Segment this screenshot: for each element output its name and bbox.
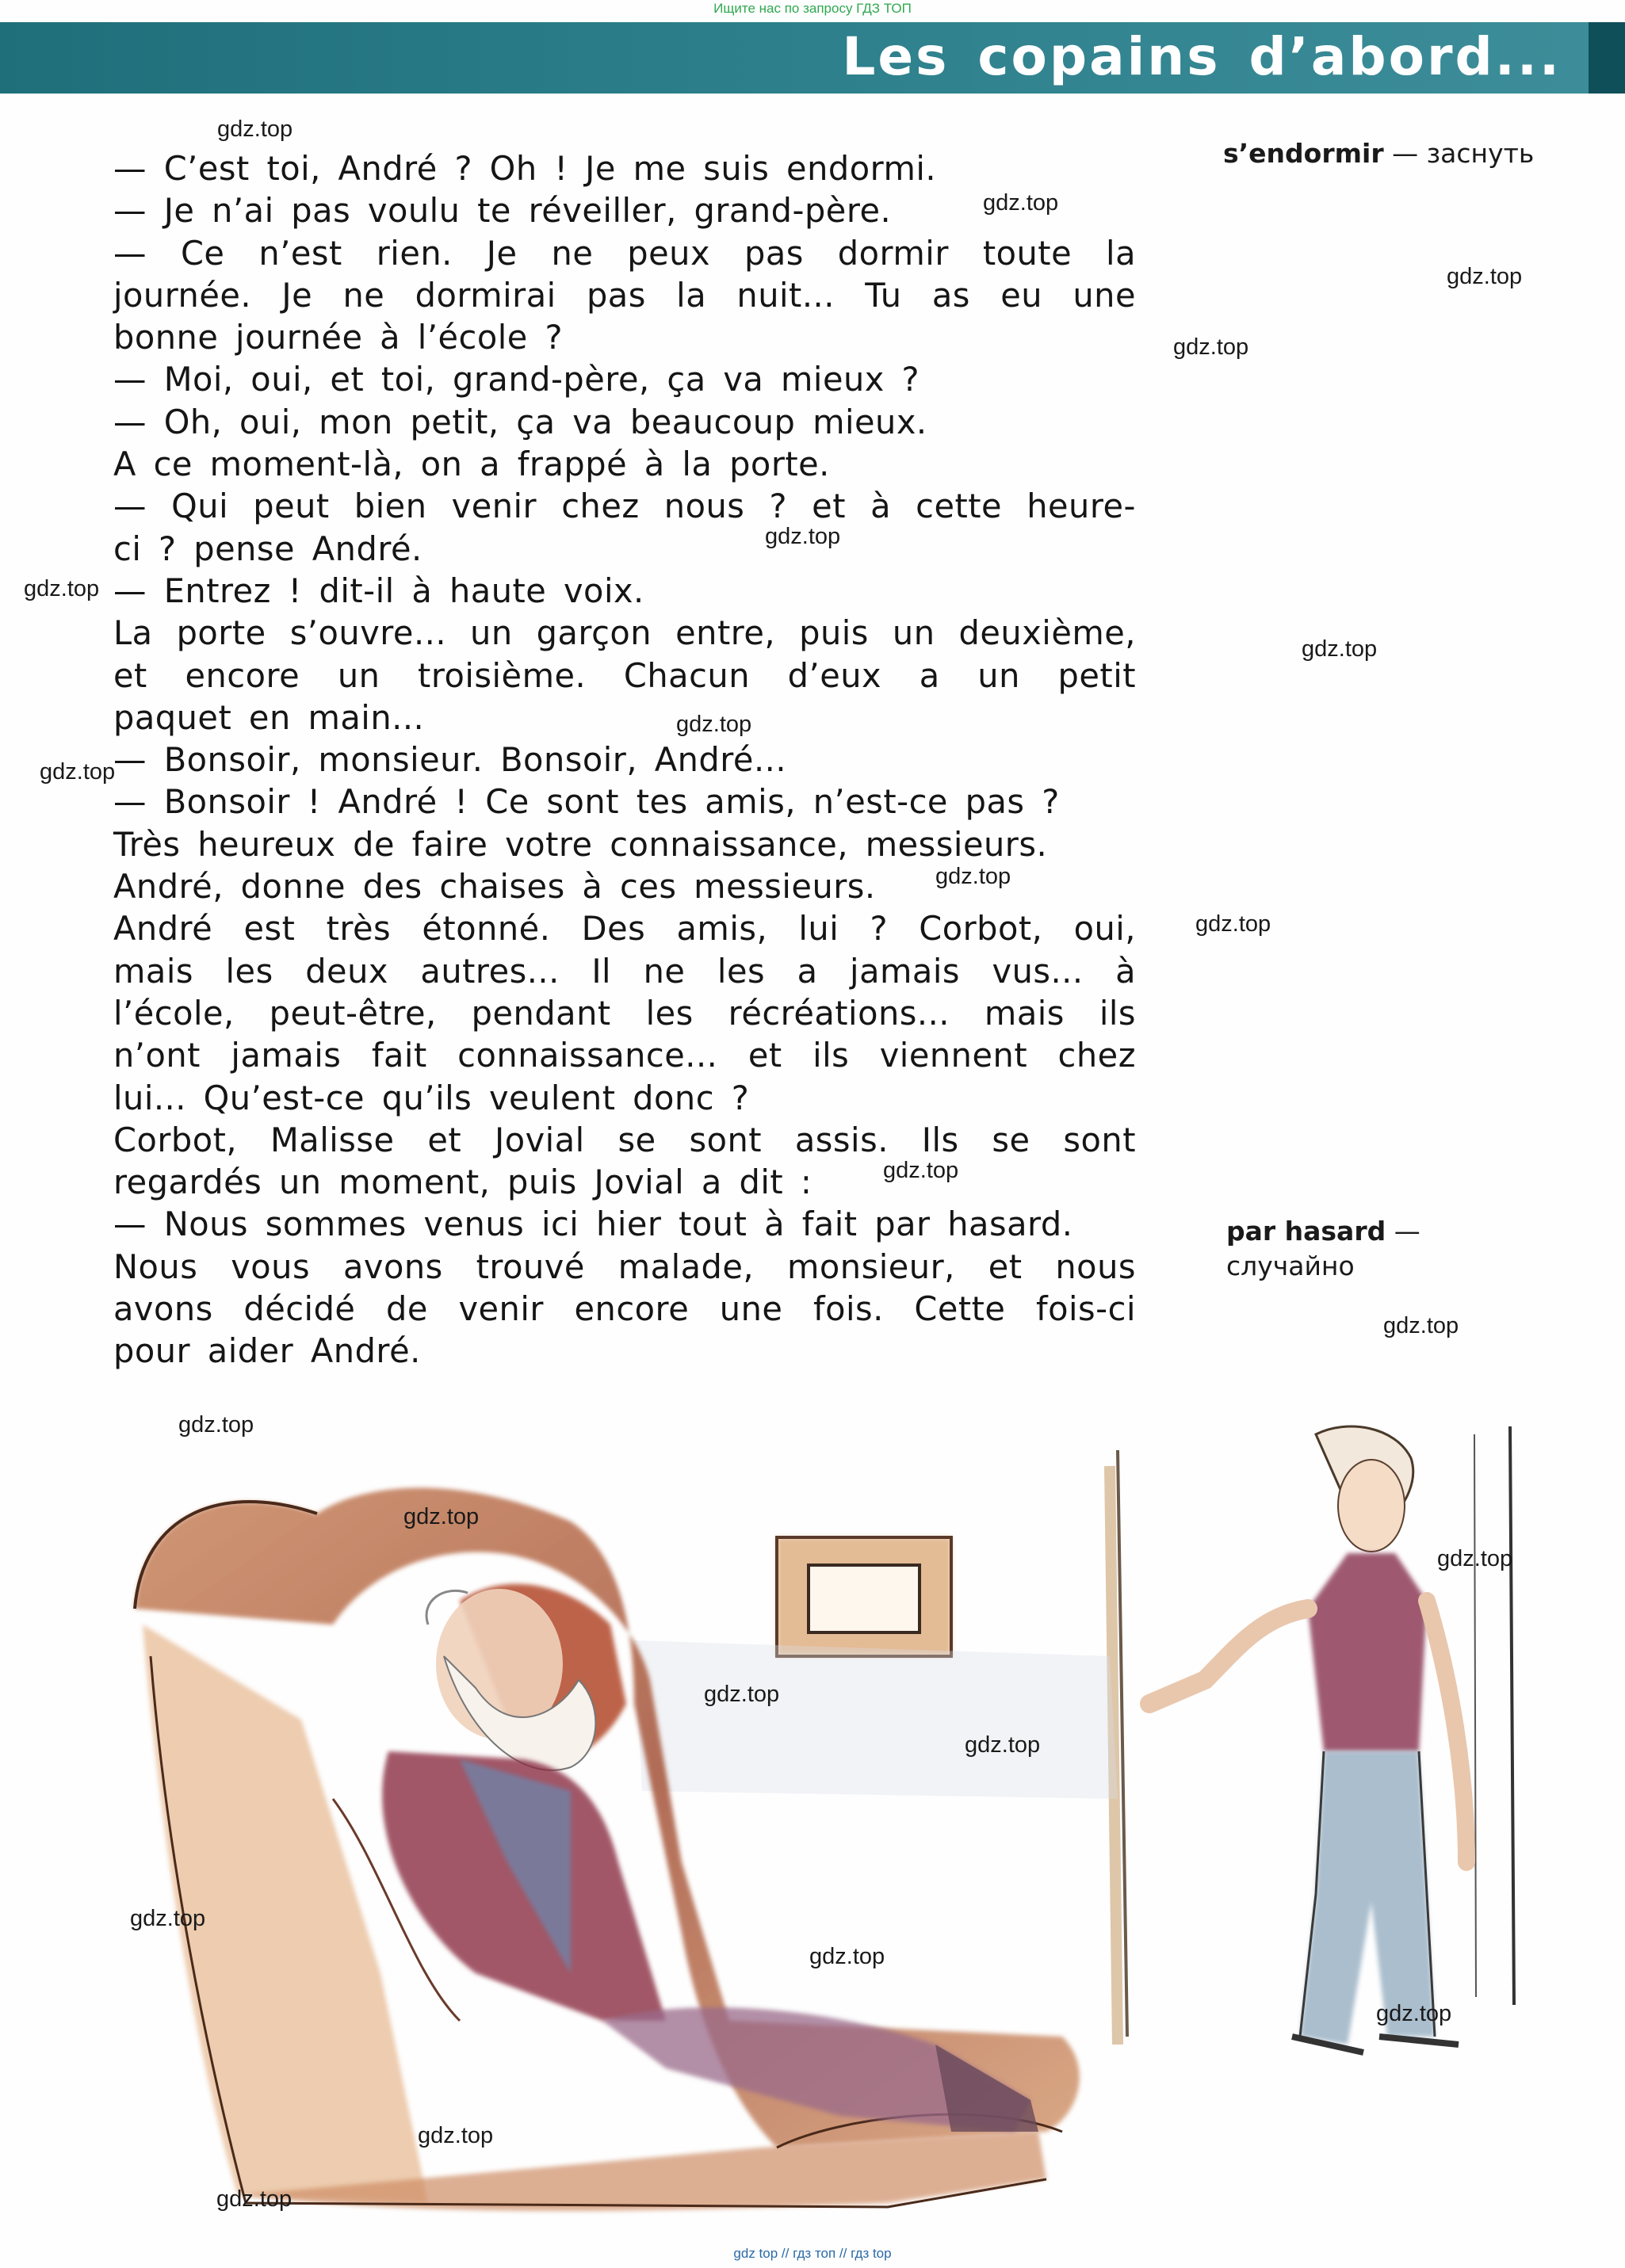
watermark: gdz.top <box>216 2186 292 2212</box>
watermark: gdz.top <box>676 712 752 737</box>
story-line: l’école, peut-être, pendant les récréations... mais ils <box>113 993 1136 1033</box>
story-line: — Je n’ai pas voulu te réveiller, grand-père. <box>113 191 892 231</box>
story-line: — Moi, oui, et toi, grand-père, ça va mieux ? <box>113 360 920 399</box>
gloss-translation: заснуть <box>1426 138 1535 169</box>
story-line: — Bonsoir, monsieur. Bonsoir, André... <box>113 740 787 780</box>
story-line: André, donne des chaises à ces messieurs. <box>113 867 876 907</box>
story-line: ci ? pense André. <box>113 529 422 568</box>
watermark: gdz.top <box>40 759 116 785</box>
watermark: gdz.top <box>765 524 841 549</box>
story-line: — Qui peut bien venir chez nous ? et à cette heure- <box>113 487 1136 526</box>
gloss-sendormir <box>1223 136 1534 171</box>
story-line: mais les deux autres... Il ne les a jamais vus... à <box>113 951 1136 991</box>
watermark: gdz.top <box>1173 334 1249 360</box>
wall-picture <box>777 1537 951 1656</box>
watermark: gdz.top <box>1302 636 1378 662</box>
story-line: — Nous sommes venus ici hier tout à fait par hasard. <box>113 1205 1073 1244</box>
gloss-dash: — <box>1392 138 1419 169</box>
watermark: gdz.top <box>178 1412 254 1438</box>
watermark: gdz.top <box>24 576 100 601</box>
gloss-par-hasard <box>1226 1214 1464 1284</box>
story-line: — C’est toi, André ? Oh ! Je me suis endormi. <box>113 149 937 188</box>
story-line: — Oh, oui, mon petit, ça va beaucoup mieux. <box>113 402 927 441</box>
gloss-translation: случайно <box>1226 1250 1355 1281</box>
footer[interactable]: gdz top // гдз топ // гдз top <box>733 2246 892 2261</box>
page-title: Les copains d’abord... <box>842 26 1562 87</box>
watermark: gdz.top <box>883 1158 959 1183</box>
story-line: — Entrez ! dit-il à haute voix. <box>113 571 644 610</box>
boy-figure <box>1149 1426 1466 2052</box>
story-line: A ce moment-là, on a frappé à la porte. <box>113 445 830 484</box>
watermark: gdz.top <box>704 1682 780 1707</box>
watermark: gdz.top <box>809 1944 885 1969</box>
story-line: La porte s’ouvre... un garçon entre, puis un deuxième, <box>113 613 1136 653</box>
story-line: regardés un moment, puis Jovial a dit : <box>113 1163 812 1202</box>
illustration <box>127 1418 1554 2243</box>
story-line: n’ont jamais fait connaissance... et ils viennent chez <box>113 1036 1136 1075</box>
watermark: gdz.top <box>403 1504 480 1529</box>
watermark: gdz.top <box>1447 264 1523 289</box>
watermark: gdz.top <box>935 864 1011 889</box>
story-line: journée. Je ne dormirai pas la nuit... Tu as eu une <box>113 275 1136 315</box>
header-accent-tab <box>1589 22 1625 94</box>
gloss-term: par hasard <box>1226 1216 1386 1247</box>
watermark: gdz.top <box>965 1732 1041 1758</box>
watermark: gdz.top <box>1376 2001 1452 2026</box>
story-line: lui... Qu’est-ce qu’ils veulent donc ? <box>113 1078 750 1117</box>
watermark: gdz.top <box>217 116 293 142</box>
top-banner[interactable]: Ищите нас по запросу ГДЗ ТОП <box>713 1 912 16</box>
gloss-dash: — <box>1394 1216 1420 1247</box>
story-line: pour aider André. <box>113 1331 421 1371</box>
story-text <box>113 147 1136 1373</box>
watermark: gdz.top <box>130 1906 206 1931</box>
story-line: — Bonsoir ! André ! Ce sont tes amis, n’est-ce pas ? <box>113 782 1060 822</box>
story-line: André est très étonné. Des amis, lui ? Corbot, oui, <box>113 909 1136 949</box>
watermark: gdz.top <box>1383 1313 1459 1338</box>
story-line: bonne journée à l’école ? <box>113 318 564 357</box>
story-line: Corbot, Malisse et Jovial se sont assis. Ils se sont <box>113 1120 1136 1159</box>
watermark: gdz.top <box>418 2123 494 2148</box>
story-line: Très heureux de faire votre connaissance, messieurs. <box>113 824 1048 864</box>
story-line: avons décidé de venir encore une fois. Cette fois-ci <box>113 1289 1136 1329</box>
watermark: gdz.top <box>1195 911 1271 937</box>
gloss-term: s’endormir <box>1223 138 1384 169</box>
story-line: paquet en main... <box>113 697 425 737</box>
story-line: Nous vous avons trouvé malade, monsieur, et nous <box>113 1247 1136 1286</box>
watermark: gdz.top <box>1437 1546 1513 1571</box>
story-line: et encore un troisième. Chacun d’eux a un petit <box>113 655 1136 695</box>
watermark: gdz.top <box>983 190 1059 216</box>
story-line: — Ce n’est rien. Je ne peux pas dormir toute la <box>113 233 1136 273</box>
